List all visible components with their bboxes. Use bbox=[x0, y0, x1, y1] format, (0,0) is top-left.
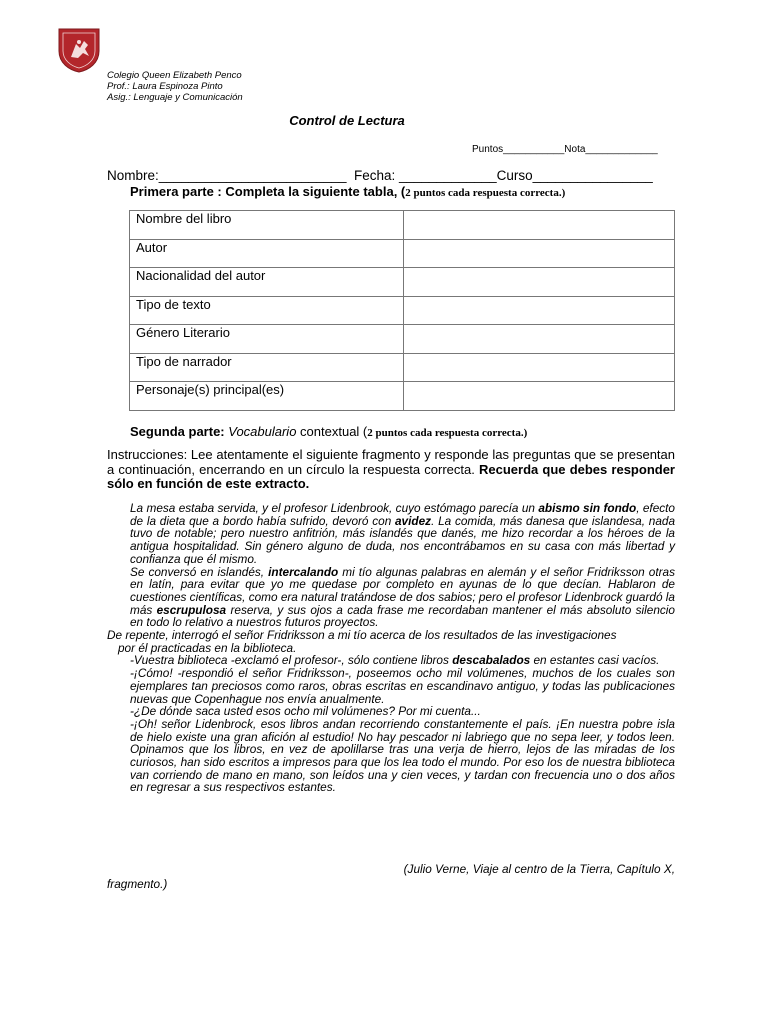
row-label: Tipo de texto bbox=[130, 296, 404, 325]
passage-paragraph: -¡Oh! señor Lidenbrock, esos libros andan recorriendo constantemente el país. ¡En nuestra pobre isla de hielo existe una gran afición al estudio! No hay pescador ni labriego que no sepa leer, y todos leen. Opinamos que los libros, en vez de apolillarse tras una verja de hierro, lejos de las miradas de los curiosos, han sido escritos a impresos para que los lea todo el mundo. Por eso los de nuestra biblioteca van corriendo de mano en mano, son leídos una y cien veces, y tardan con frecuencia uno o dos años en regresar a sus respectivos estantes. bbox=[130, 716, 675, 795]
part1-points: 2 puntos cada respuesta correcta.) bbox=[405, 187, 566, 199]
vocab-word: avidez bbox=[395, 513, 432, 528]
answer-cell[interactable] bbox=[404, 296, 675, 325]
passage-text: reserva, y sus ojos a cada frase me recordaban mantener el más absoluto silencio en todo lo relativo a nuestros futuros proyectos. bbox=[130, 602, 675, 630]
instructions-bold: Recuerda que debes responder sólo en función de este extracto. bbox=[107, 461, 675, 491]
instructions-text: Instrucciones: Lee atentamente el siguiente fragmento y responde las preguntas que se presentan a continuación, encerrando en un círculo la respuesta correcta. bbox=[107, 447, 675, 477]
table-row bbox=[130, 296, 675, 325]
citation-line: fragmento.) bbox=[107, 877, 168, 891]
answer-cell[interactable] bbox=[404, 211, 675, 240]
passage-paragraph: por él practicadas en la biblioteca. bbox=[118, 640, 297, 655]
answer-cell[interactable] bbox=[404, 353, 675, 382]
score-line: Puntos___________Nota_____________ bbox=[472, 144, 658, 155]
part2-topic: Vocabulario bbox=[228, 424, 297, 439]
vocab-word: escrupulosa bbox=[156, 602, 227, 617]
part2-points: 2 puntos cada respuesta correcta.) bbox=[367, 427, 528, 439]
book-info-table bbox=[129, 210, 675, 411]
part2-label: Segunda parte: bbox=[130, 424, 225, 439]
answer-cell[interactable] bbox=[404, 268, 675, 297]
row-label: Personaje(s) principal(es) bbox=[130, 382, 404, 411]
subject-name: Asig.: Lenguaje y Comunicación bbox=[107, 92, 243, 103]
part1-label: Primera parte : Completa la siguiente tabla, ( bbox=[130, 184, 406, 199]
table-row bbox=[130, 239, 675, 268]
passage-text: Se conversó en islandés, bbox=[130, 564, 269, 579]
answer-cell[interactable] bbox=[404, 325, 675, 354]
row-label: Nombre del libro bbox=[130, 211, 404, 240]
table-row bbox=[130, 353, 675, 382]
school-crest-logo bbox=[56, 27, 102, 73]
page-title: Control de Lectura bbox=[289, 113, 405, 128]
answer-cell[interactable] bbox=[404, 382, 675, 411]
passage-text: La mesa estaba servida, y el profesor Lidenbrook, cuyo estómago parecía un bbox=[130, 501, 539, 515]
teacher-name: Prof.: Laura Espinoza Pinto bbox=[107, 81, 223, 92]
part2-topic-rest: contextual ( bbox=[296, 424, 368, 439]
part1-heading bbox=[130, 184, 565, 199]
table-row bbox=[130, 211, 675, 240]
table-row bbox=[130, 268, 675, 297]
vocab-word: intercalando bbox=[268, 564, 339, 579]
student-name-line: Nombre:_________________________ Fecha: _____________Curso________________ bbox=[107, 168, 653, 183]
vocab-word: descabalados bbox=[452, 653, 531, 668]
part2-heading bbox=[130, 424, 527, 439]
passage-paragraph: -¿De dónde saca usted esos ocho mil volúmenes? Por mi cuenta... bbox=[130, 704, 481, 719]
answer-cell[interactable] bbox=[404, 239, 675, 268]
citation-line: (Julio Verne, Viaje al centro de la Tierra, Capítulo X, bbox=[403, 862, 675, 876]
passage-text: -Vuestra biblioteca -exclamó el profesor-, sólo contiene libros bbox=[130, 653, 453, 668]
row-label: Autor bbox=[130, 239, 404, 268]
citation bbox=[107, 862, 675, 892]
reading-passage bbox=[107, 501, 675, 795]
table-row bbox=[130, 382, 675, 411]
passage-text: en estantes casi vacíos. bbox=[530, 653, 660, 668]
passage-text: , efecto de la dieta que a bordo había sufrido, devoró con bbox=[130, 501, 675, 528]
row-label: Tipo de narrador bbox=[130, 353, 404, 382]
school-name: Colegio Queen Elizabeth Penco bbox=[107, 70, 242, 81]
passage-paragraph: De repente, interrogó el señor Fridriksson a mi tío acerca de los resultados de las investigaciones bbox=[107, 628, 617, 643]
vocab-word: abismo sin fondo bbox=[538, 501, 637, 515]
passage-paragraph bbox=[130, 502, 675, 566]
passage-text: mi tío algunas palabras en alemán y el señor Fridriksson otras en latín, para evitar que yo me quedase por completo en ayunas de lo que decían. Hablaron de cuestiones científicas, como era natural tratándose de dos sabios; pero el profesor Lidenbrock guardó la más bbox=[130, 564, 675, 617]
passage-text: . La comida, más danesa que islandesa, nada tuvo de notable; pero nuestro anfitrión, más islandés que danés, me hizo recordar a los héroes de la antigua hospitalidad. Sin género alguno de duda, nos encontrábamos en su casa con más libertad y confianza que él mismo. bbox=[130, 513, 675, 566]
row-label: Nacionalidad del autor bbox=[130, 268, 404, 297]
instructions bbox=[107, 448, 675, 492]
school-info bbox=[107, 70, 243, 103]
table-row bbox=[130, 325, 675, 354]
passage-paragraph: -¡Cómo! -respondió el señor Fridriksson-, poseemos ocho mil volúmenes, muchos de los cuales son ejemplares tan preciosos como raros, obras escritas en escandinavo antiguo, y todas las publicaciones nuevas que Copenhague nos envía anualmente. bbox=[130, 666, 675, 706]
passage-paragraph bbox=[130, 566, 675, 630]
row-label: Género Literario bbox=[130, 325, 404, 354]
